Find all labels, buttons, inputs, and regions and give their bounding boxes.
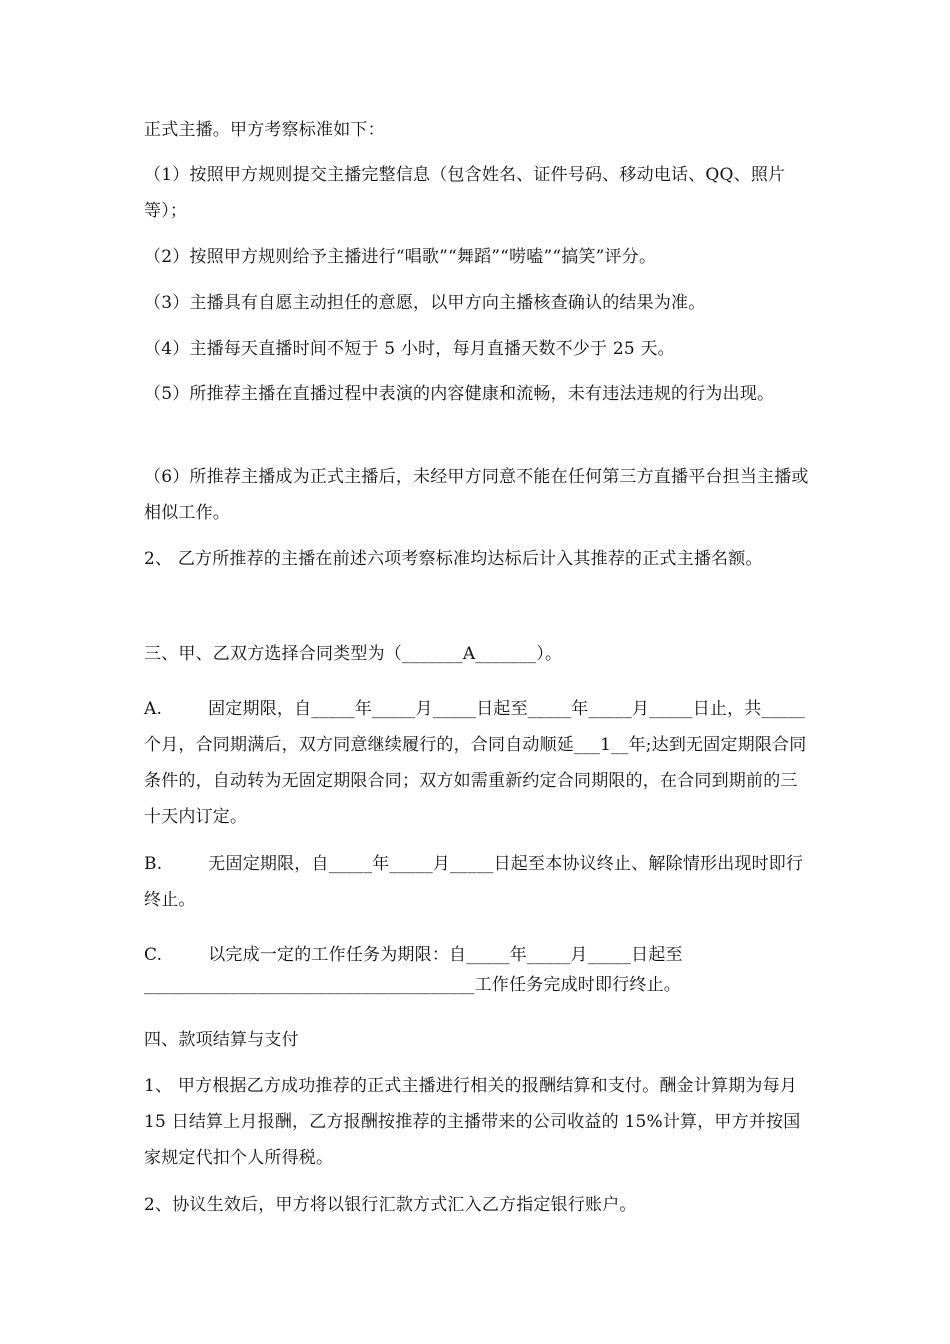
option-b-label: B. <box>144 854 163 874</box>
paragraph-intro: 正式主播。甲方考察标准如下： <box>144 120 385 140</box>
contract-option-b <box>144 846 814 918</box>
criteria-item-5: （5）所推荐主播在直播过程中表演的内容健康和流畅，未有违法违规的行为出现。 <box>144 384 775 404</box>
option-a-label: A. <box>144 699 163 719</box>
contract-option-a <box>144 691 814 835</box>
option-c-label: C. <box>144 945 163 965</box>
criteria-item-3: （3）主播具有自愿主动担任的意愿，以甲方向主播核查确认的结果为准。 <box>144 293 706 313</box>
option-c-continuation: ______________________________________工作任务完成时即行终止。 <box>144 975 681 995</box>
section-4-heading: 四、款项结算与支付 <box>144 1030 299 1050</box>
criteria-item-6: （6）所推荐主播成为正式主播后，未经甲方同意不能在任何第三方直播平台担当主播或相似工作。 <box>144 467 809 523</box>
payment-clause-2: 2、协议生效后，甲方将以银行汇款方式汇入乙方指定银行账户。 <box>144 1195 637 1215</box>
criteria-item-1: （1）按照甲方规则提交主播完整信息（包含姓名、证件号码、移动电话、QQ、照片等）； <box>144 165 786 221</box>
section-3-heading: 三、甲、乙双方选择合同类型为（_______A_______）。 <box>144 644 563 664</box>
criteria-item-4: （4）主播每天直播时间不短于 5 小时，每月直播天数不少于 25 天。 <box>144 339 675 359</box>
clause-2-quota: 2、 乙方所推荐的主播在前述六项考察标准均达标后计入其推荐的正式主播名额。 <box>144 549 763 569</box>
criteria-item-2: （2）按照甲方规则给予主播进行“唱歌”“舞蹈”“唠嗑”“搞笑”评分。 <box>144 247 657 267</box>
option-a-text: 固定期限，自_____年_____月_____日起至_____年_____月_____日止，共_____个月，合同期满后，双方同意继续履行的，合同自动顺延___1__年;达到无固定期限合同条件的，自动转为无固定期限合同；双方如需重新约定合同期限的，在合同到期前的三十天内订定。 <box>144 699 807 827</box>
option-c-text: 以完成一定的工作任务为期限：自_____年_____月_____日起至 <box>208 945 683 965</box>
option-b-text: 无固定期限，自_____年_____月_____日起至本协议终止、解除情形出现时即行终止。 <box>144 854 804 910</box>
payment-clause-1: 1、 甲方根据乙方成功推荐的正式主播进行相关的报酬结算和支付。酬金计算期为每月 15 日结算上月报酬，乙方报酬按推荐的主播带来的公司收益的 15%计算，甲方并按国家规定代扣个人所得税。 <box>144 1076 801 1168</box>
